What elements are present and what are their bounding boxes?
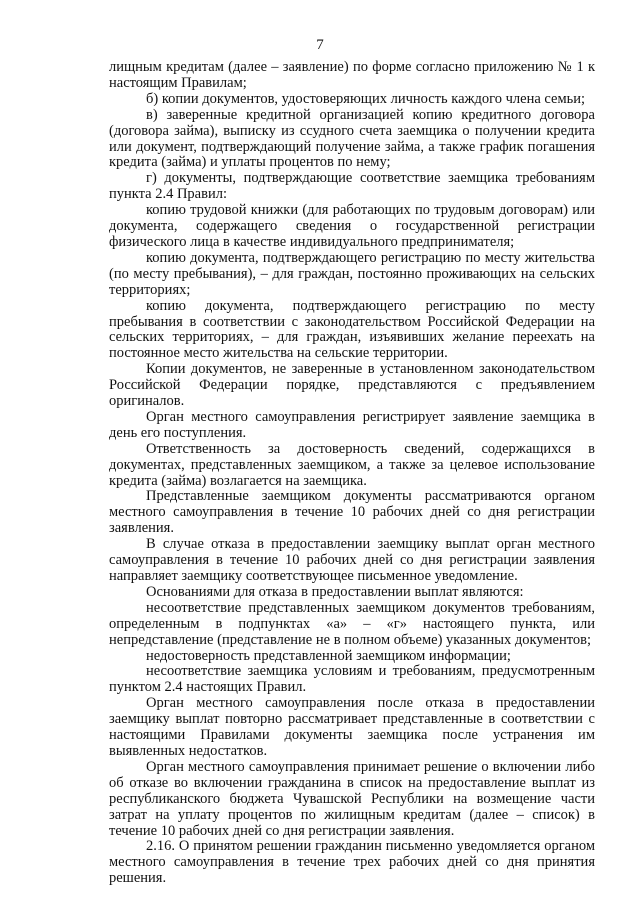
paragraph: Представленные заемщиком документы рассматриваются органом местного самоуправления в течение 10 рабочих дней со дня регистрации заявления. bbox=[109, 488, 595, 537]
paragraph: 2.16. О принятом решении гражданин письменно уведомляется органом местного самоуправления в течение трех рабочих дней со дня принятия решения. bbox=[109, 838, 595, 887]
paragraph: несоответствие представленных заемщиком документов требованиям, определенным в подпунктах «а» – «г» настоящего пункта, или непредставление (представление не в полном объеме) указанных документов; bbox=[109, 599, 595, 648]
paragraph: копию трудовой книжки (для работающих по трудовым договорам) или документа, содержащего сведения о государственной регистрации физического лица в качестве индивидуального предпринимателя; bbox=[109, 202, 595, 250]
paragraph: копию документа, подтверждающего регистрацию по месту пребывания в соответствии с законодательством Российской Федерации на сельских территориях, – для граждан, изъявивших желание переехать на постоянное место жительства на сельские территории. bbox=[109, 297, 595, 362]
paragraph: Орган местного самоуправления регистрирует заявление заемщика в день его поступления. bbox=[109, 408, 595, 441]
paragraph: В случае отказа в предоставлении заемщику выплат орган местного самоуправления в течение 10 рабочих дней со дня регистрации заявления направляет заемщику соответствующее письменное уведомление. bbox=[109, 536, 595, 584]
paragraph: в) заверенные кредитной организацией копию кредитного договора (договора займа), выписку из ссудного счета заемщика о получении кредита или документ, подтверждающий получение займа, а также график погашения кредита (займа) и уплаты процентов по нему; bbox=[109, 106, 595, 171]
paragraph: Ответственность за достоверность сведений, содержащихся в документах, представленных заемщиком, а также за целевое использование кредита (займа) возлагается на заемщика. bbox=[109, 440, 595, 489]
paragraph: недостоверность представленной заемщиком информации; bbox=[146, 647, 511, 664]
paragraph: Орган местного самоуправления после отказа в предоставлении заемщику выплат повторно рассматривает представленные в соответствии с настоящими Правилами документы заемщика после устранения им выявленных недостатков. bbox=[109, 695, 595, 759]
paragraph: Основаниями для отказа в предоставлении выплат являются: bbox=[146, 583, 524, 600]
paragraph: копию документа, подтверждающего регистрацию по месту жительства (по месту пребывания), – для граждан, постоянно проживающих на сельских территориях; bbox=[109, 249, 595, 298]
paragraph: б) копии документов, удостоверяющих личность каждого члена семьи; bbox=[146, 90, 586, 107]
paragraph: несоответствие заемщика условиям и требованиям, предусмотренным пунктом 2.4 настоящих Правил. bbox=[109, 663, 595, 696]
paragraph: лищным кредитам (далее – заявление) по форме согласно приложению № 1 к настоящим Правилам; bbox=[109, 59, 595, 91]
paragraph: Копии документов, не заверенные в установленном законодательством Российской Федерации порядке, представляются с предъявлением оригиналов. bbox=[109, 361, 595, 410]
page-number: 7 bbox=[316, 37, 324, 53]
document-body bbox=[109, 60, 595, 887]
paragraph: Орган местного самоуправления принимает решение о включении либо об отказе во включении гражданина в список на предоставление выплат из республиканского бюджета Чувашской Республики на возмещение части затрат на уплату процентов по жилищным кредитам (далее – список) в течение 10 рабочих дней со дня регистрации заявления. bbox=[109, 758, 595, 839]
paragraph: г) документы, подтверждающие соответствие заемщика требованиям пункта 2.4 Правил: bbox=[109, 170, 595, 203]
